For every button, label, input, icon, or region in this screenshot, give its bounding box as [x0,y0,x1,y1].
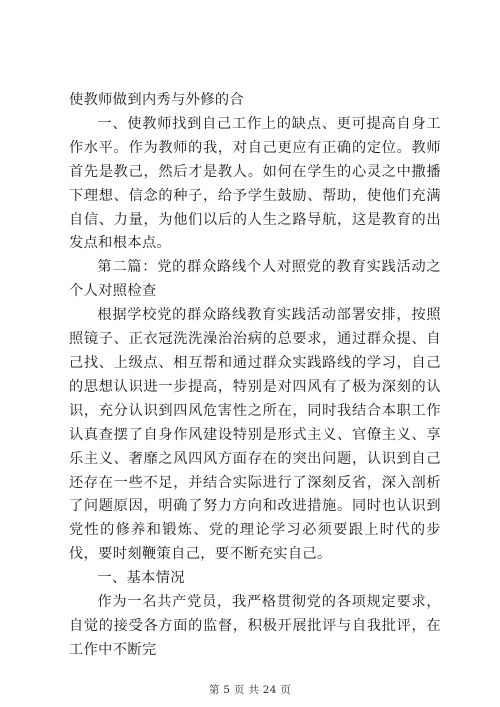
document-body [69,89,441,663]
page-number-footer: 第 5 页 共 24 页 [208,684,292,696]
paragraph-teacher-self-improvement: 一、使教师找到自己工作上的缺点、更可提高自身工作水平。作为教师的我，对自己更应有正确的定位。教师首先是教己，然后才是教人。如何在学生的心灵之中撒播下理想、信念的种子，给予学生鼓励、帮助，使他们充满自信、力量，为他们以后的人生之路导航，这是教育的出发点和根本点。 [69,115,441,252]
paragraph-self-examination: 根据学校党的群众路线教育实践活动部署安排，按照照镜子、正衣冠洗洗澡治治病的总要求，通过群众提、自己找、上级点、相互帮和通过群众实践路线的学习，自己的思想认识进一步提高，特别是对四风有了极为深刻的认识，充分认识到四风危害性之所在，同时我结合本职工作认真查摆了自身作风建设特别是形式主义、官僚主义、享乐主义、奢靡之风四风方面存在的突出问题，认识到自己还存在一些不足，并结合实际进行了深刻反省，深入剖析了问题原因，明确了努力方向和改进措施。同时也认识到党性的修养和锻炼、党的理论学习必须要跟上时代的步伐，要时刻鞭策自己，要不断充实自己。 [69,307,441,563]
subheading-basic-situation: 一、基本情况 [97,570,185,587]
paragraph-intro-fragment: 使教师做到内秀与外修的合 [69,92,245,108]
paragraph-party-member: 作为一名共产党员，我严格贯彻党的各项规定要求，自觉的接受各方面的监督，积极开展批评与自我批评，在工作中不断完 [69,594,441,658]
section-heading-part-two: 第二篇：党的群众路线个人对照党的教育实践活动之个人对照检查 [69,259,441,300]
